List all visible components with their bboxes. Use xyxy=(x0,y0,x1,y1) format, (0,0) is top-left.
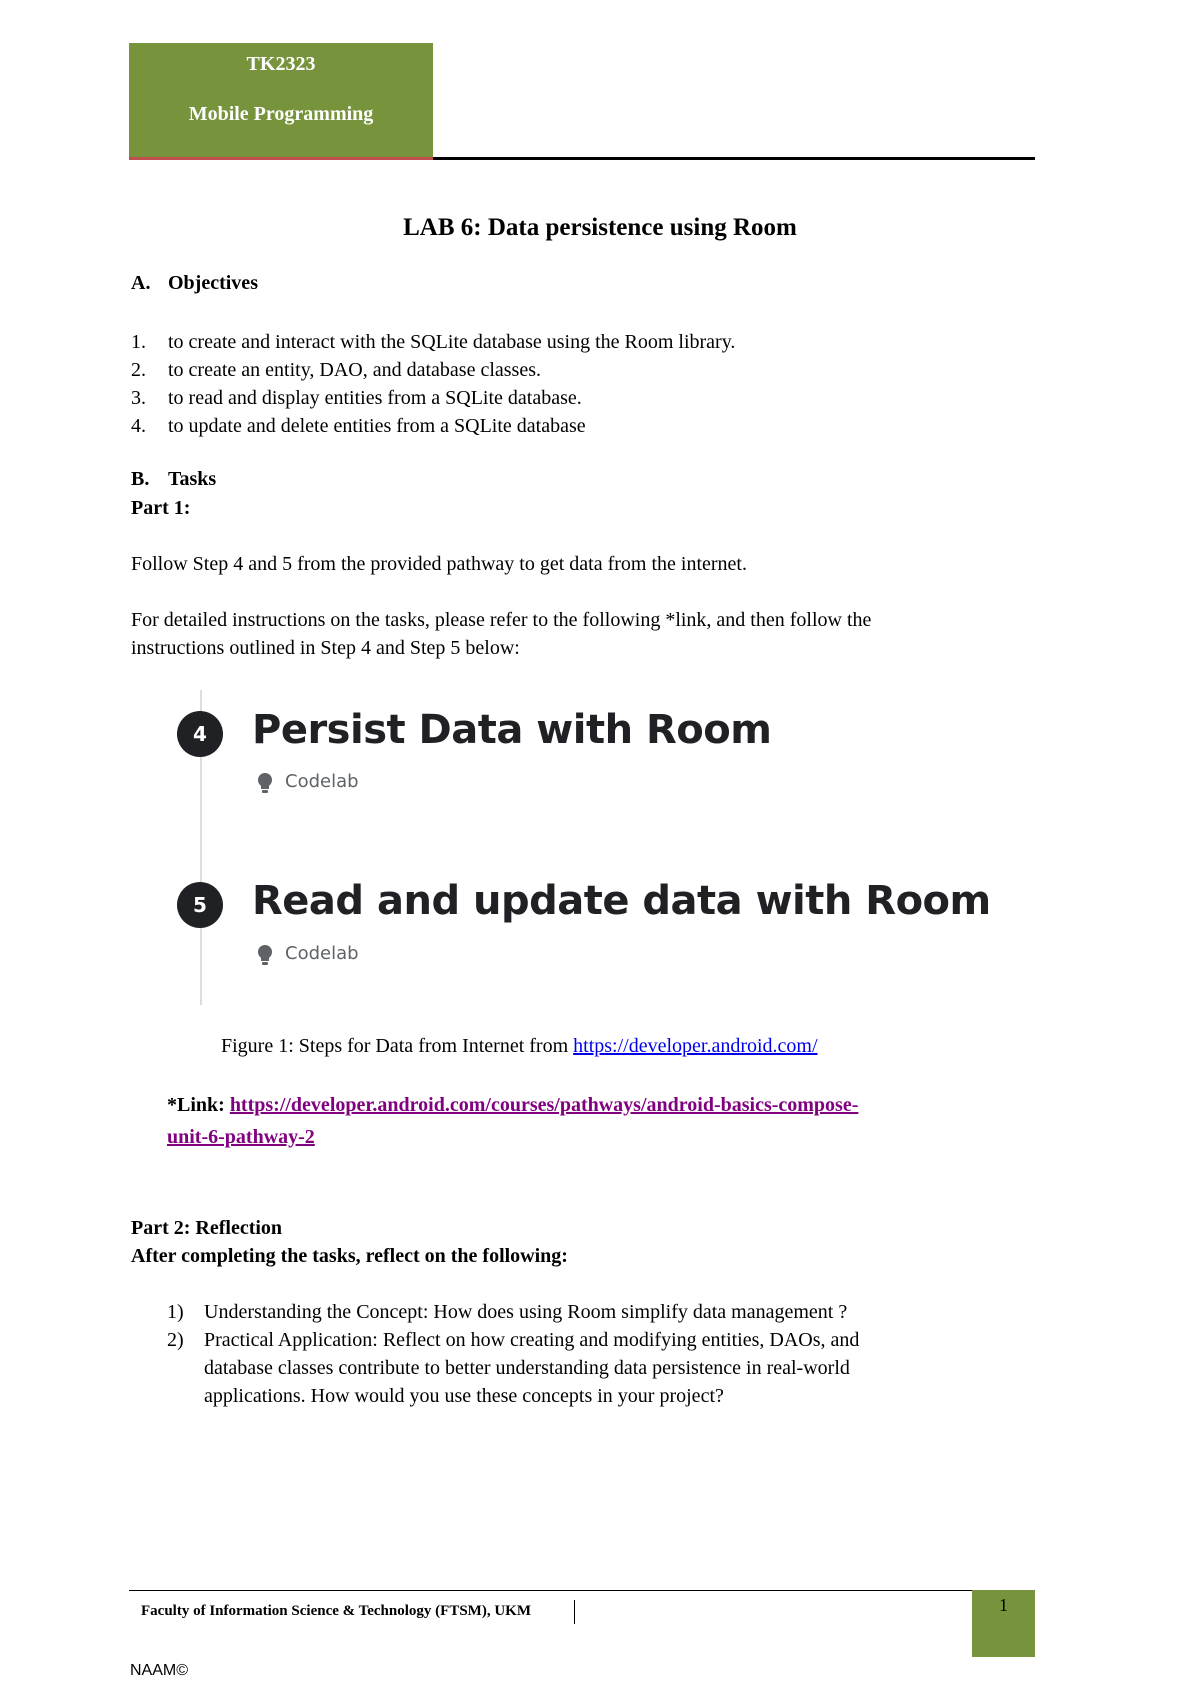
step-4-title[interactable]: Persist Data with Room xyxy=(252,707,772,753)
list-item xyxy=(131,356,735,384)
tasks-label: Tasks xyxy=(168,468,217,490)
list-item-number: 3. xyxy=(131,387,146,409)
list-item-number: 2. xyxy=(131,359,146,381)
pathway-link-continued[interactable]: unit-6-pathway-2 xyxy=(167,1126,315,1148)
tasks-letter: B. xyxy=(131,468,150,490)
list-item-text: Practical Application: Reflect on how creating and modifying entities, DAOs, and xyxy=(204,1329,860,1351)
link-label: *Link: xyxy=(167,1094,225,1116)
list-item-number: 1) xyxy=(167,1301,184,1323)
list-item xyxy=(167,1326,859,1410)
list-item xyxy=(131,384,735,412)
step-5-badge: 5 xyxy=(177,882,223,928)
reflection-intro: After completing the tasks, reflect on the following: xyxy=(131,1245,568,1267)
reflection-list xyxy=(167,1298,859,1410)
part1-heading: Part 1: xyxy=(131,497,191,519)
pathway-link-line-2 xyxy=(167,1123,315,1151)
page-title: LAB 6: Data persistence using Room xyxy=(403,214,797,241)
list-item xyxy=(131,328,735,356)
task-instruction: Follow Step 4 and 5 from the provided pathway to get data from the internet. xyxy=(131,553,747,575)
tasks-heading xyxy=(131,468,216,491)
footer-divider xyxy=(129,1590,972,1591)
footer-faculty: Faculty of Information Science & Technology (FTSM), UKM xyxy=(141,1603,531,1619)
lightbulb-icon xyxy=(255,944,275,966)
pathway-link[interactable]: https://developer.android.com/courses/pathways/android-basics-compose- xyxy=(229,1094,859,1116)
page-number-box xyxy=(972,1590,1035,1657)
list-item-text: to create an entity, DAO, and database classes. xyxy=(168,359,541,381)
list-item-number: 4. xyxy=(131,415,146,437)
step-5-title[interactable]: Read and update data with Room xyxy=(252,878,991,924)
course-code: TK2323 xyxy=(246,53,316,75)
figure-caption-link[interactable]: https://developer.android.com/ xyxy=(573,1035,818,1057)
list-item-number: 2) xyxy=(167,1329,184,1351)
list-item-text: database classes contribute to better understanding data persistence in real-world xyxy=(204,1357,850,1379)
header-divider-accent xyxy=(129,157,433,160)
objectives-label: Objectives xyxy=(168,272,258,294)
objectives-heading xyxy=(131,272,258,295)
objectives-list xyxy=(131,328,735,440)
page-number: 1 xyxy=(999,1595,1008,1615)
task-detail-line-2: instructions outlined in Step 4 and Step 5 below: xyxy=(131,637,520,659)
list-item-text: to read and display entities from a SQLite database. xyxy=(168,387,582,409)
step-4-type: Codelab xyxy=(285,771,359,792)
list-item-text: to update and delete entities from a SQLite database xyxy=(168,415,586,437)
course-header-box xyxy=(129,43,433,157)
list-item-text: applications. How would you use these concepts in your project? xyxy=(204,1385,724,1407)
footer-owner: NAAM© xyxy=(130,1662,189,1679)
list-item-text: Understanding the Concept: How does using Room simplify data management ? xyxy=(204,1301,848,1323)
list-item-number: 1. xyxy=(131,331,146,353)
part2-heading: Part 2: Reflection xyxy=(131,1217,283,1239)
step-4-badge: 4 xyxy=(177,711,223,757)
step-5-type: Codelab xyxy=(285,943,359,964)
footer-separator xyxy=(574,1600,575,1624)
course-name: Mobile Programming xyxy=(188,103,374,125)
list-item xyxy=(167,1298,859,1326)
task-detail-line-1: For detailed instructions on the tasks, please refer to the following *link, and then follow the xyxy=(131,609,872,631)
lightbulb-icon xyxy=(255,772,275,794)
pathway-link-line-1 xyxy=(167,1091,858,1119)
list-item-text: to create and interact with the SQLite database using the Room library. xyxy=(168,331,736,353)
objectives-letter: A. xyxy=(131,272,151,294)
list-item xyxy=(131,412,735,440)
figure-caption xyxy=(221,1035,818,1058)
figure-caption-text: Figure 1: Steps for Data from Internet from xyxy=(221,1035,574,1057)
